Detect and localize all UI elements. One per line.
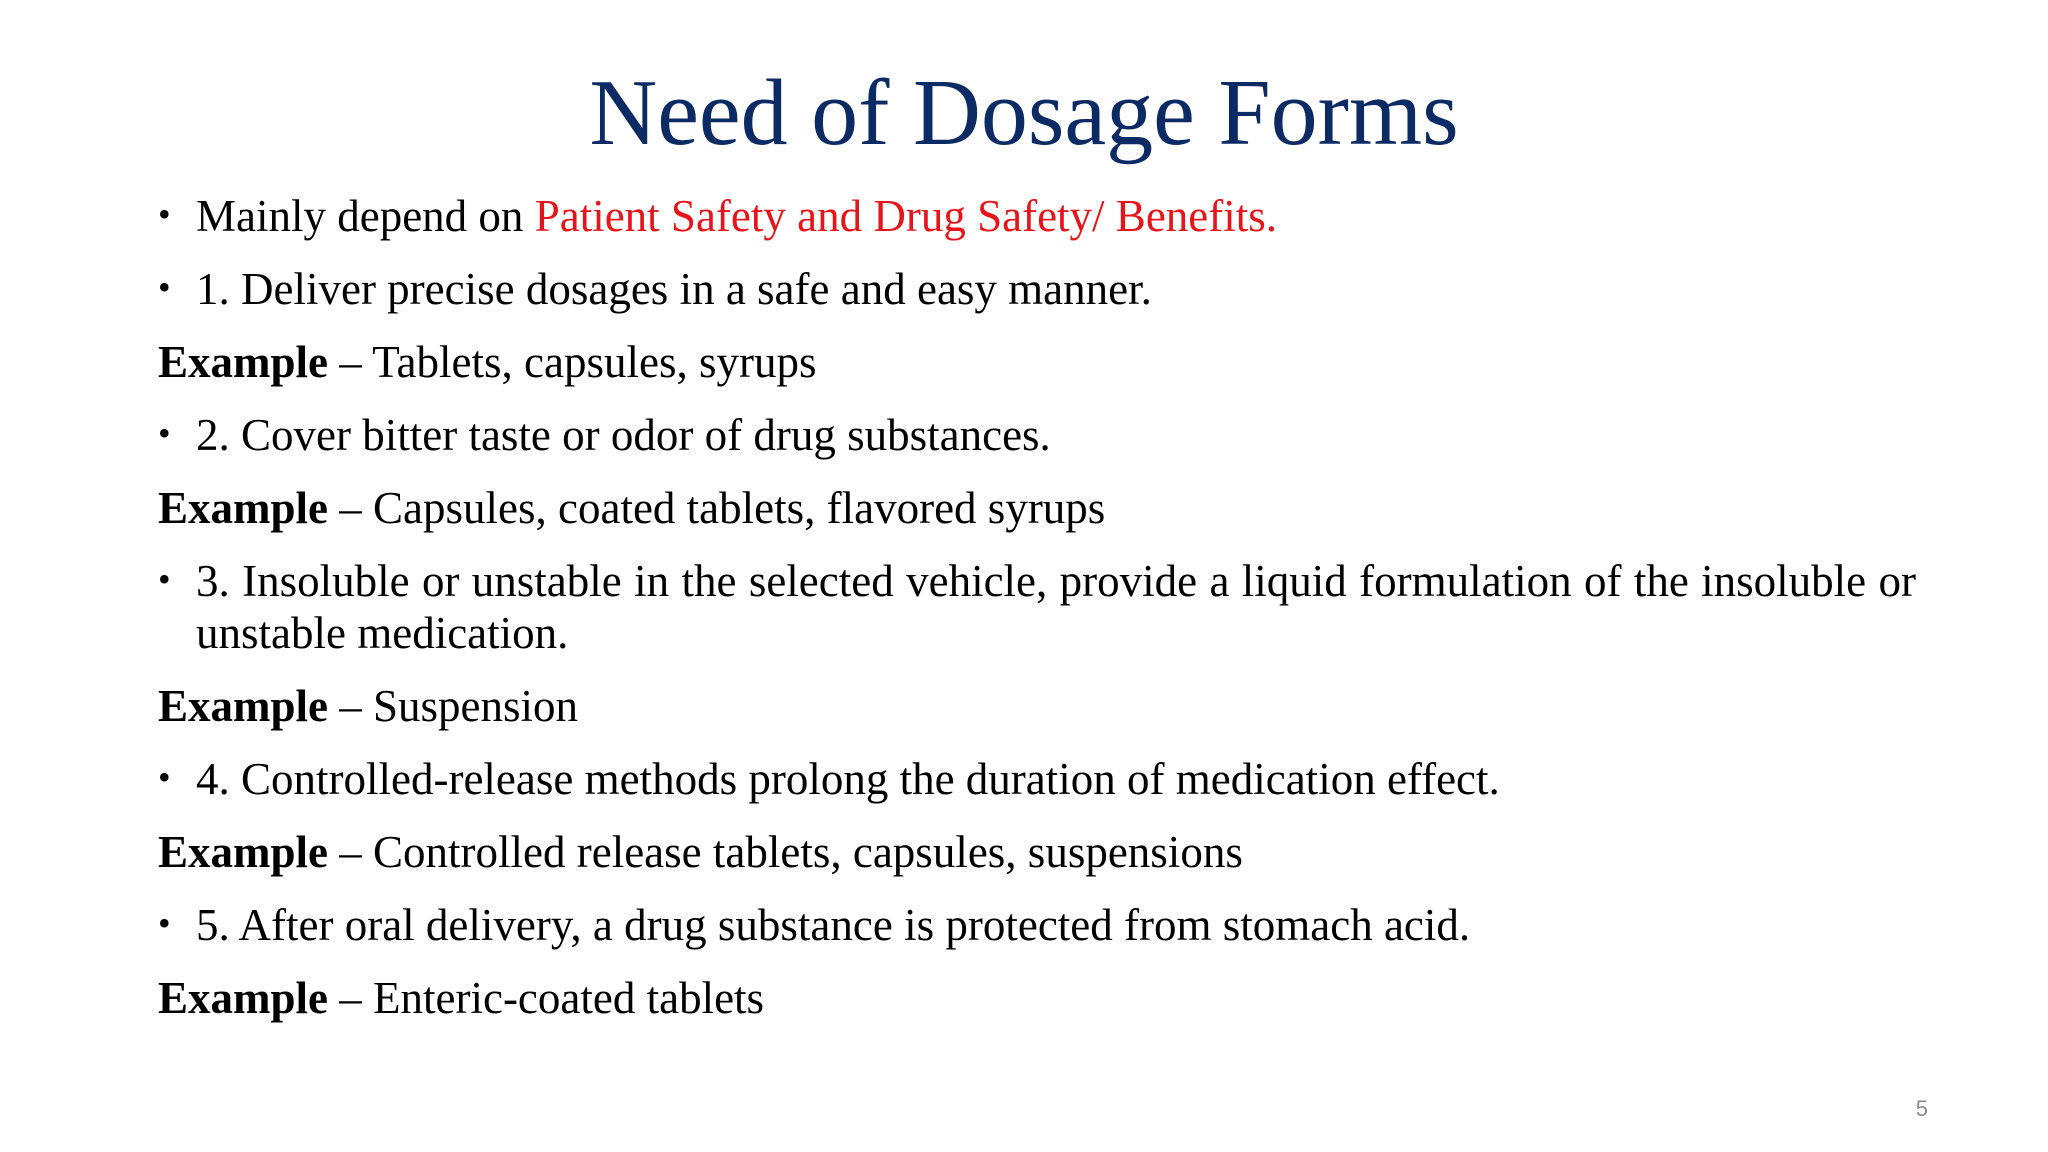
slide-title: Need of Dosage Forms (589, 61, 1459, 165)
example-label: Example (158, 681, 329, 731)
bullet-point-3 (158, 555, 1916, 659)
example-line-1 (158, 336, 1916, 388)
point-text: 2. Cover bitter taste or odor of drug substances. (196, 410, 1051, 460)
example-label: Example (158, 827, 329, 877)
example-label: Example (158, 483, 329, 533)
bullet-point-4 (158, 753, 1916, 805)
point-text: 4. Controlled-release methods prolong the duration of medication effect. (196, 754, 1500, 804)
point-text: 1. Deliver precise dosages in a safe and easy manner. (196, 264, 1152, 314)
example-text: – Controlled release tablets, capsules, suspensions (328, 827, 1243, 877)
point-text: 3. Insoluble or unstable in the selected vehicle, provide a liquid formulation of the insoluble or unstable medication. (196, 556, 1916, 658)
page-number: 5 (1915, 1096, 1928, 1121)
bullet-icon: • (158, 757, 171, 797)
example-text: – Suspension (328, 681, 579, 731)
example-line-4 (158, 826, 1916, 878)
example-text: – Tablets, capsules, syrups (328, 337, 817, 387)
bullet-icon: • (158, 267, 171, 307)
bullet-icon: • (158, 194, 171, 234)
bullet-point-2 (158, 409, 1916, 461)
example-line-2 (158, 482, 1916, 534)
bullet-icon: • (158, 413, 171, 453)
point-text: 5. After oral delivery, a drug substance is protected from stomach acid. (196, 900, 1471, 950)
intro-highlight: Patient Safety and Drug Safety/ Benefits. (534, 191, 1278, 241)
example-line-3 (158, 680, 1916, 732)
example-line-5 (158, 972, 1916, 1024)
bullet-point-1 (158, 263, 1916, 315)
example-label: Example (158, 337, 329, 387)
bullet-intro (158, 190, 1916, 242)
example-text: – Capsules, coated tablets, flavored syrups (328, 483, 1106, 533)
example-text: – Enteric-coated tablets (328, 973, 765, 1023)
slide-content (158, 190, 1916, 1045)
example-label: Example (158, 973, 329, 1023)
intro-prefix: Mainly depend on (196, 191, 535, 241)
bullet-point-5 (158, 899, 1916, 951)
bullet-icon: • (158, 559, 171, 599)
bullet-icon: • (158, 903, 171, 943)
